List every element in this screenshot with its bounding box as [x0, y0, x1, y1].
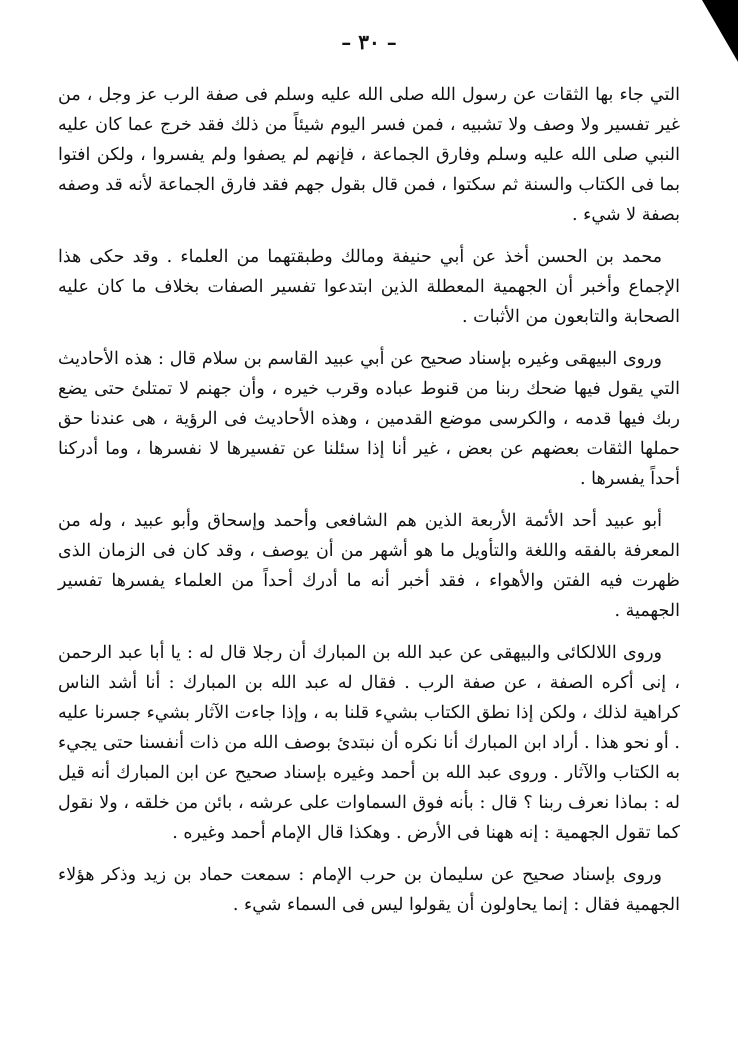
- paragraph-2: محمد بن الحسن أخذ عن أبي حنيفة ومالك وطبقتهما من العلماء . وقد حكى هذا الإجماع وأخبر أن الجهمية المعطلة الذين ابتدعوا تفسير الصفات بخلاف ما كان عليه الصحابة والتابعون من الأثبات .: [58, 247, 680, 327]
- paragraph-5: وروى اللالكائى والبيهقى عن عبد الله بن المبارك أن رجلا قال له : يا أبا عبد الرحمن ، إنى أكره الصفة ، عن صفة الرب . فقال له عبد الله بن المبارك : أنا أشد الناس كراهية لذلك ، ولكن إذا نطق الكتاب بشيء قلنا به ، وإذا جاءت الآثار بشيء جسرنا عليه . أو نحو هذا . أراد ابن المبارك أنا نكره أن نبتدئ بوصف الله من ذات أنفسنا حتى يجيء به الكتاب والآثار . وروى عبد الله بن أحمد وغيره بإسناد صحيح عن ابن المبارك أنه قيل له : بماذا نعرف ربنا ؟ قال : بأنه فوق السماوات على عرشه ، بائن من خلقه ، ولا نقول كما تقول الجهمية : إنه ههنا فى الأرض . وهكذا قال الإمام أحمد وغيره .: [58, 643, 680, 843]
- paragraph-6: وروى بإسناد صحيح عن سليمان بن حرب الإمام : سمعت حماد بن زيد وذكر هؤلاء الجهمية فقال : إنما يحاولون أن يقولوا ليس فى السماء شيء .: [58, 865, 680, 915]
- paragraph-4: أبو عبيد أحد الأئمة الأربعة الذين هم الشافعى وأحمد وإسحاق وأبو عبيد ، وله من المعرفة بالفقه واللغة والتأويل ما هو أشهر من أن يوصف ، وقد كان فى الزمان الذى ظهرت فيه الفتن والأهواء ، فقد أخبر أنه ما أدرك أحداً من العلماء يفسرها تفسير الجهمية .: [58, 511, 680, 621]
- page-number: – ٣٠ –: [341, 30, 397, 54]
- page-body: [58, 80, 680, 932]
- paragraph-1: التي جاء بها الثقات عن رسول الله صلى الله عليه وسلم فى صفة الرب عز وجل ، من غير تفسير ولا وصف ولا تشبيه ، فمن فسر اليوم شيئاً من ذلك فقد خرج عما كان عليه النبي صلى الله عليه وسلم وفارق الجماعة ، فإنهم لم يصفوا ولم يفسروا ، ولكن افتوا بما فى الكتاب والسنة ثم سكتوا ، فمن قال بقول جهم فقد فارق الجماعة لأنه قد وصفه بصفة لا شيء .: [58, 85, 680, 225]
- paragraph-3: وروى البيهقى وغيره بإسناد صحيح عن أبي عبيد القاسم بن سلام قال : هذه الأحاديث التي يقول فيها ضحك ربنا من قنوط عباده وقرب خيره ، وأن جهنم لا تمتلئ حتى يضع ربك فيها قدمه ، والكرسى موضع القدمين ، وهذه الأحاديث فى الرؤية ، هى عندنا حق حملها الثقات بعضهم عن بعض ، غير أنا إذا سئلنا عن تفسيرها لا نفسرها ، وما أدركنا أحداً يفسرها .: [58, 349, 680, 489]
